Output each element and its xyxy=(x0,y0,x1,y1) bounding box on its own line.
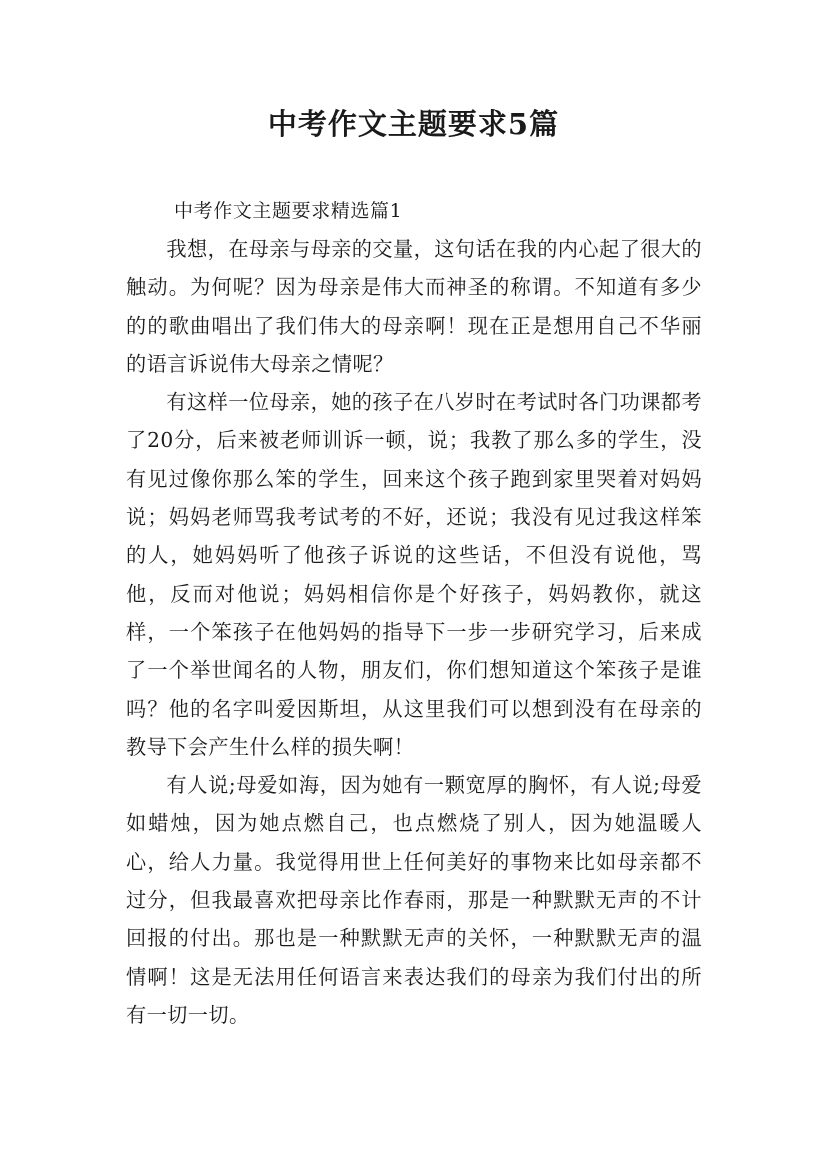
paragraph-2: 有这样一位母亲，她的孩子在八岁时在考试时各门功课都考了20分，后来被老师训诉一顿，说；我教了那么多的学生，没有见过像你那么笨的学生，回来这个孩子跑到家里哭着对妈妈说；妈妈老师骂我考试考的不好，还说；我没有见过我这样笨的人，她妈妈听了他孩子诉说的这些话，不但没有说他，骂他，反而对他说；妈妈相信你是个好孩子，妈妈教你，就这样，一个笨孩子在他妈妈的指导下一步一步研究学习，后来成了一个举世闻名的人物，朋友们，你们想知道这个笨孩子是谁吗？他的名字叫爱因斯坦，从这里我们可以想到没有在母亲的教导下会产生什么样的损失啊！ xyxy=(126,390,702,759)
paragraph-3: 有人说;母爱如海，因为她有一颗宽厚的胸怀，有人说;母爱如蜡烛，因为她点燃自己，也点燃烧了别人，因为她温暖人心，给人力量。我觉得用世上任何美好的事物来比如母亲都不过分，但我最喜欢把母亲比作春雨，那是一种默默无声的不计回报的付出。那也是一种默默无声的关怀，一种默默无声的温情啊！这是无法用任何语言来表达我们的母亲为我们付出的所有一切一切。 xyxy=(126,773,702,1027)
document-title: 中考作文主题要求5篇 xyxy=(267,107,560,141)
section-heading: 中考作文主题要求精选篇1 xyxy=(174,200,403,222)
document-body xyxy=(126,192,702,1034)
paragraph-1: 我想，在母亲与母亲的交量，这句话在我的内心起了很大的触动。为何呢？因为母亲是伟大而神圣的称谓。不知道有多少的的歌曲唱出了我们伟大的母亲啊！现在正是想用自己不华丽的语言诉说伟大母亲之情呢？ xyxy=(126,237,702,376)
